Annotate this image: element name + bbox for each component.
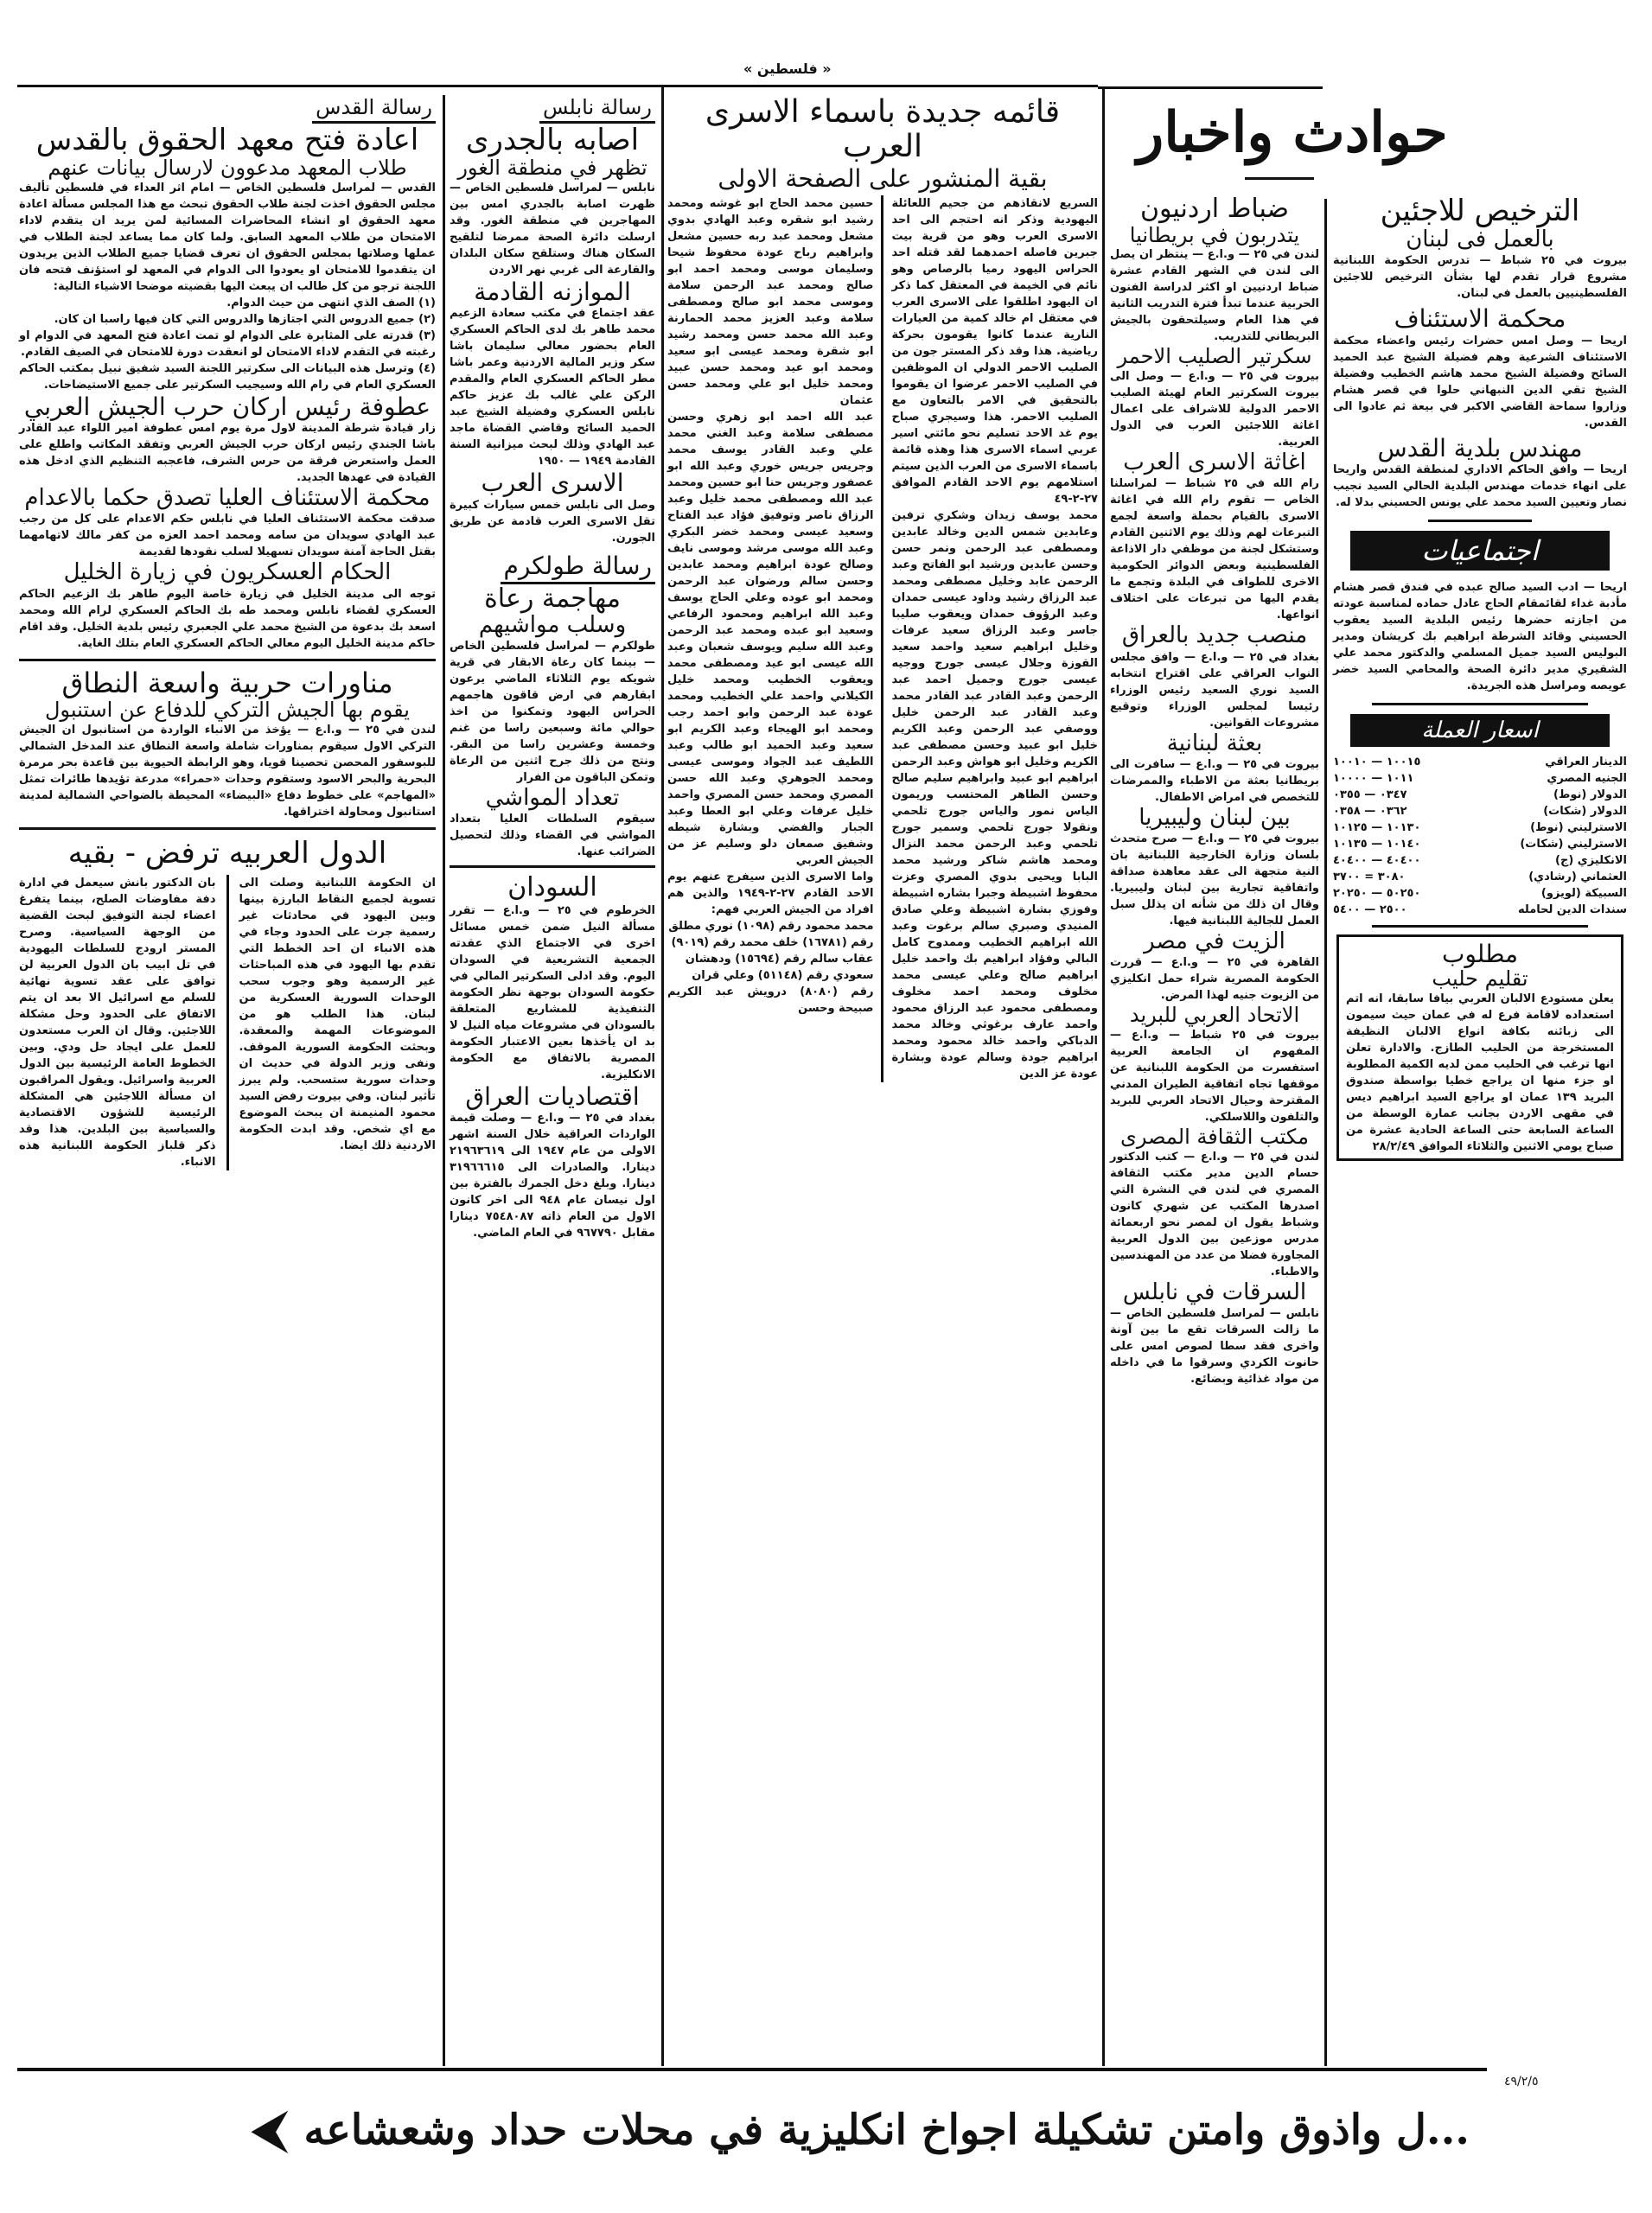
points-list xyxy=(19,295,436,393)
soldier-entry: محمد محمود رقم (١٠٩٨) نوري مطلق xyxy=(668,919,874,933)
divider xyxy=(1372,703,1588,705)
article-body: حسين محمد الحاج ابو غوشه ومحمد رشيد ابو شقره وعبد الهادي بدوي مشعل ومحمد عبد ربه حسين مشعل وابراهيم رباح عودة محفوظ شيحا وسليمان موسى ومحمد احمد ابو صالح ومحمد عبد الرحمن سلامة وموسى محمد ابو صالح ومصطفى سلامة وعبد العزيز محمد الحمارنة وعبد الله محمد حسن ومحمد رشيد ابو شقرة ومحمد عيسى ابو سعيد ومحمد ابو عيد ومحمد حسن عبيد ومحمد خليل ابو علي ومحمد حسن عثمان xyxy=(667,196,874,407)
masthead-tag: « فلسطين » xyxy=(743,61,832,77)
ad-text: ...ل واذوق وامتن تشكيلة اجواخ انكليزية في محلات حداد وشعشاعه xyxy=(303,2105,1470,2154)
exchange-rate-row xyxy=(1333,787,1627,803)
subhead: تقليم حليب xyxy=(1432,966,1528,992)
subhead: طلاب المعهد مدعوون لارسال بيانات عنهم xyxy=(48,156,407,181)
article-body: وصل الى نابلس خمس سيارات كبيرة تقل الاسرى العرب قادمة عن طريق الجورن. xyxy=(450,498,655,545)
article-iraq-post xyxy=(1110,623,1319,730)
headline: منصب جديد بالعراق xyxy=(1121,622,1308,649)
article-jerusalem-engineer xyxy=(1333,435,1627,511)
column-divider xyxy=(226,875,229,1170)
article-arab-states-refuse xyxy=(19,837,436,1170)
headline: محكمة الاستئناف xyxy=(1394,304,1566,334)
currency-label: الدولار (شكات) xyxy=(1543,804,1627,818)
article-body: الخرطوم في ٢٥ — و.ا.ع — تقرر مسألة النيل ضمن خمس مسائل اخرى في الاجتماع الذي عقدته الجمعية التشريعية في السودان اليوم. وقد ادلى السكرتير المالي في حكومة السودان بوجهة نظر الحكومة التنفيذية للمشاريع المتعلقة بالسودان في مشروعات مياه النيل لا بد ان يأخذها بعين الاعتبار الحكومة المصرية بالاتفاق مع الحكومة الانكليزية. xyxy=(450,904,655,1082)
currency-label: الدينار العراقي xyxy=(1545,755,1627,768)
currency-rate: ٤٠٤٠٠ — ٤٠٤٠٠ xyxy=(1333,853,1421,867)
article-body: يعلن مستودع الالبان العربي بيافا سابقا، انه اتم استعداده لاقامة فرع له في عمان حيث سيمون الى زبائنه بكافة انواع الالبان النظيفة المستخرجة من الحليب الطازج. والادارة تعلن انها ترغب في الحليب ممن لديه الكمية المطلوبة او جزء منها ان يراجع خطيا بواسطة صندوق البريد ١٣٩ عمان او يراجع السيد ابراهيم ديس في مقهى الاردن بجانب عمارة الوسطة من الساعة السابعة حتى الساعة الحادية عشرة من صباح يومي الاثنين والثلاثاء الموافق ٢٨/٢/٤٩ xyxy=(1346,992,1614,1154)
article-body: القدس — لمراسل فلسطين الخاص — امام اثر العداء في فلسطين تأليف مجلس الحقوق اخذت لجنة طلاب الحقوق تبحث مع هذا المجلس مسألة اعادة معهد الحقوق او انشاء المحاضرات المسائية لمن يريد ان يتقدم لاداء الامتحان من طلاب المعهد السابق. ولما كان مما يساعد لجنة الطلاب في عملها وصلاتها بمجلس الحقوق ان تعرف قضايا جميع الطلاب الذين يريدون ان يتقدموا للامتحان او يعودوا الى الدوام في المعهد لو استؤنف فتحه فان اللجنة ترجو من كل طالب ان يبعث اليها بقضيته موضحا الاشياء التالية: xyxy=(19,181,436,293)
article-nablus-thefts xyxy=(1110,1280,1319,1387)
subhead: بالعمل فى لبنان xyxy=(1406,226,1554,253)
headline: الاسرى العرب xyxy=(481,469,624,498)
headline: الدول العربيه ترفض - بقيه xyxy=(67,836,387,871)
point-item: (٣) قدرته على المثابرة على الدوام لو تمت اعادة فتح المعهد في الدوام او رغبته في التقدم لاداء الامتحان لو انعقدت دورة للامتحان في الصيف القادم. xyxy=(19,328,436,359)
exchange-rate-row xyxy=(1333,902,1627,918)
article-body: صدقت محكمة الاستئناف العليا في نابلس حكم الاعدام على كل من رجب عبد الهادي سويدان من سامه ومحمد احمد العزه من كفر مالك لاتهامهما بقتل الحاجة آمنة سويدان تسهيلا لسلب نقودها لقديمة xyxy=(19,513,436,559)
exchange-rates-section xyxy=(1333,714,1627,918)
article-body: توجه الى مدينة الخليل في زيارة خاصة اليوم طاهر بك الزعيم الحاكم العسكري لقضاء نابلس ومحمد طه بك الحاكم العسكري لرام الله ومحمد اسعد بك بدعوة من الشيخ محمد علي الجعبري رئيس بلدية الخليل. وقد اقام حاكم مدينة الخليل اليوم معالي الحاكم العسكري العام بتلك الغاية. xyxy=(19,587,436,650)
section-tag: رسالة القدس xyxy=(312,95,436,124)
currency-label: الاسترليني (نوط) xyxy=(1530,820,1627,834)
closing-intro: واما الاسرى الذين سيفرج عنهم يوم الاحد القادم ٢٧-٢-١٩٤٩ والذين هم افراد من الجيش العربي فهم: xyxy=(667,870,874,916)
article-body: اريحا — ادب السيد صالح عبده في فندق قصر هشام مأدبة غداء لقائمقام الحاج عادل حماده لمناسبة عودته من اجازته حضرها رئيس البلدية السيد يعقوب الحسيني وقائد الشرطة ابراهيم بك كريشان ومدير البوليس السيد جميل المسلمي والدكتور محمد علي الشقيري مدير دائرة الصحة والمحامي السيد خضر عويصه ومراسل هذه الجريدة. xyxy=(1333,580,1627,692)
article-jordanian-officers xyxy=(1110,195,1319,345)
headline: محكمة الاستئناف العليا تصدق حكما بالاعدام xyxy=(24,485,431,512)
currency-label: الاسترليني (شكات) xyxy=(1520,837,1627,851)
article-body: زار قيادة شرطة المدينة لاول مرة يوم امس عطوفة امير اللواء عبد القادر باشا الجندي رئيس اركان حرب الجيش العربي وتفقد المكاتب واطلع على العمل واستعرض فرقة من حرس الشرف، فاعجبه التنظيم الذي ادخل هذه القيادة في عهدها الجديد. xyxy=(19,422,436,485)
exchange-rate-row xyxy=(1333,885,1627,902)
article-body: لندن في ٢٥ — و.ا.ع — ينتظر ان يصل الى لندن في الشهر القادم عشرة ضباط اردنيين او اكثر لدراسة الفنون الحربية عندما تبدأ فترة التدريب الثانية في هذا العام وسيلتحقون بالجيش البريطاني للتدريب. xyxy=(1110,248,1319,344)
subhead: بقية المنشور على الصفحة الاولى xyxy=(718,163,1048,193)
currency-rate: ٠٣٤٧ — ٠٣٥٥ xyxy=(1333,788,1407,801)
column-prisoners xyxy=(667,92,1098,1082)
article-body: سيقوم السلطات العليا بتعداد المواشي في القضاء وذلك لتحصيل الضرائب عنها. xyxy=(450,813,655,859)
column-second xyxy=(1110,195,1319,1387)
article-red-cross xyxy=(1110,345,1319,450)
headline: اقتصاديات العراق xyxy=(465,1082,640,1112)
arrow-icon: ⮜ xyxy=(252,2101,287,2158)
currency-rate: ١٠١٤٠ — ١٠١٣٥ xyxy=(1333,837,1421,851)
article-body: نابلس — لمراسل فلسطين الخاص — ظهرت اصابة بالجدري امس بين المهاجرين في منطقة الغور. وقد ارسلت دائرة الصحة ممرضا لتلقيح السكان هناك وستلقح سكان البلدان والقارعة الى غربي نهر الاردن xyxy=(450,181,655,277)
headline: مهندس بلدية القدس xyxy=(1377,433,1583,462)
article-body: ان الحكومة اللبنانية وصلت الى تسوية لجميع النقاط البارزة بينها وبين اليهود في محادثات غير رسمية جرت على الحدود وجاء في هذه الانباء ان احد الخطط التي تقدم بها اليهود في هذه المباحثات غير الرسمية وهو وجوب سحب الوحدات السورية العسكرية من لبنان. هذا الطلب هو من الموضوعات المهمة والمعقدة. وبحثت الحكومة السورية الموقف. ونفى وزير الدولة في حديث ان وحدات سورية ستسحب. ولم يبرز تأثير لبنان. وفي بيروت رفض السيد محمود المنيمنة ان يبحث الموضوع مع اي شخص. وقد ابدت الحكومة الاردنية ذلك ايضا. xyxy=(239,877,436,1153)
article-body: اريحا — وصل امس حضرات رئيس واعضاء محكمة الاستئناف الشرعية وهم فضيلة الشيخ عبد الحميد السائح وفضيلة الشيخ محمد هاشم الخطيب وفضيلة الشيخ تقي الدين النبهاني حلوا في قصر هشام وزاروا سماحة القاضي الاكبر في بيعة ثم عادوا الى القدس. xyxy=(1333,334,1627,430)
headline: ضباط اردنيون xyxy=(1139,194,1290,224)
social-section xyxy=(1333,531,1627,694)
divider xyxy=(19,827,436,830)
column-divider xyxy=(443,95,445,2066)
headline: السرقات في نابلس xyxy=(1122,1279,1307,1305)
exchange-rate-row xyxy=(1333,836,1627,852)
currency-label: السبيكة (لويزو) xyxy=(1540,886,1627,900)
bottom-rule xyxy=(17,2068,1487,2071)
section-tag: رسالة نابلس xyxy=(539,95,655,124)
prisoners-right-column xyxy=(892,195,1099,1082)
headline: اغاثة الاسرى العرب xyxy=(1123,450,1306,476)
currency-label: سندات الدين لحامله xyxy=(1518,902,1627,916)
headline: بين لبنان وليبيريا xyxy=(1139,804,1291,831)
headline: الترخيص للاجئين xyxy=(1380,194,1580,228)
exchange-rate-row xyxy=(1333,869,1627,885)
currency-rate: ٢٥٠٠ — ٥٤٠٠ xyxy=(1333,902,1407,916)
currency-label: العثماني (رشادي) xyxy=(1528,870,1627,883)
soldier-entry: رقم (١٦٧٨١) خلف محمد رقم (٩٠١٩) xyxy=(671,935,874,949)
exchange-rate-row xyxy=(1333,754,1627,770)
exchange-rate-row xyxy=(1333,852,1627,869)
headline: الموازنه القادمة xyxy=(474,277,631,306)
headline: مناورات حربية واسعة النطاق xyxy=(61,666,393,699)
article-egyptian-culture xyxy=(1110,1126,1319,1280)
article-body: بيروت في ٢٥ — و.ا.ع — سافرت الى بريطانيا بعثة من الاطباء والممرضات للتخصص في امراض الاطفال. xyxy=(1110,757,1319,804)
article-lebanon-liberia xyxy=(1110,806,1319,929)
exchange-rate-row xyxy=(1333,820,1627,836)
article-body: بغداد في ٢٥ — و.ا.ع — وافق مجلس النواب العراقي على اقتراح انتخابه السيد نوري السعيد رئيس الوزراء رئيسا لمجلس الوزراء وتوقيع مشروعات القوانين. xyxy=(1110,650,1320,730)
prisoners-left-column xyxy=(667,195,883,1082)
column-divider xyxy=(1102,86,1105,2066)
headline: مطلوب xyxy=(1441,939,1519,968)
column-divider xyxy=(661,86,664,2066)
exchange-banner: اسعار العملة xyxy=(1350,714,1610,747)
section-title: حوادث واخبار xyxy=(1137,100,1448,165)
headline: اعادة فتح معهد الحقوق بالقدس xyxy=(35,123,419,157)
article-egypt-oil xyxy=(1110,929,1319,1004)
article-body: لندن في ٢٥ — و.ا.ع — يؤخذ من الانباء الواردة من استانبول ان الجيش التركي الاول سيقوم بمناورات شاملة واسعة النطاق عند المدخل الشمالي للبوسفور المحصن تحصينا قويا، وهو الرابطة الحيوية بين قاعدة بحر مرمرة البحرية والبحر الاسود وستقوم وحدات «حمراء» مدرعة تؤيدها طائرات تمثل «المهاجم» على خطوط دفاع «البيضاء» المحيطة بالضواحي الشمالية لمدينة استانبول ومحاولة اختراقها. xyxy=(19,724,436,820)
point-item: (١) الصف الذي انتهى من حيث الدوام. xyxy=(226,296,436,309)
point-item: (٢) جميع الدروس التي اجتازها والدروس التي كان فيها راسبا ان كان. xyxy=(54,312,436,326)
names-list: عبد الله احمد ابو زهري وحسن مصطفى سلامة وعبد الغني محمد علي وعبد القادر يوسف محمد وجريس جريس خوري وعبد الله ابو عصفور وجريس حنا ابو حسين ومحمد عبد الله ومصطفى محمد خليل وعبد الرزاق ناصر وتوفيق فؤاد عبد الفتاح وسعيد عيسى ومحمد خضر البكري وعبد الله موسى مرشد وموسى نايف وصالح عودة ابراهيم ومحمد عابدين وحسن سالم ورضوان عبد الرحمن ومحمد ابو عوده وعلي الحاج يوسف وعبد الله ابراهيم ومحمود الرفاعي وسعيد ابو عبده ومحمد عبد الرحمن وعبد الله سليم ويوسف شعبان وعبد الله عيسى ابو عيد ومصطفى محمد ويعقوب الخطيب ومحمد خليل الكيلاني واحمد علي الخطيب ومحمد عودة عبد الرحمن وابو احمد رجب ومحمد ابو الهيجاء وعبد الكريم ابو سعيد وعبد الحميد ابو طالب وعبد اللطيف عبد الجواد وموسى عيسى ومحمد الجوهري وعبد الله حسن المصري ومحمد حسن المصري واحمد خليل عرفات وعلي ابو العطا وعبد الجبار والفضي وبشارة شيطه وشفيق صمعان دلو وسليم عز من الجيش العربي xyxy=(667,410,874,867)
currency-label: الانكليزي (ج) xyxy=(1555,853,1627,867)
top-rule-right xyxy=(1098,86,1323,89)
article-arab-postal-union xyxy=(1110,1004,1319,1126)
soldier-entry: عقاب سالم رقم (١٥٦٩٤) ودهشان xyxy=(685,952,874,966)
headline: مكتب الثقافة المصرى xyxy=(1120,1124,1309,1149)
top-rule xyxy=(17,85,1098,87)
wanted-ad xyxy=(1336,934,1623,1161)
headline: الزيت في مصر xyxy=(1144,928,1285,954)
point-item: (٤) وترسل هذه البيانات الى سكرتير اللجنة السيد شفيق نبيل بمكتب الحاكم العسكري العام في رام الله وسيجيب السكرتير على جميع الاستيضاحات. xyxy=(19,361,436,392)
subhead: يقوم بها الجيش التركي للدفاع عن استنبول xyxy=(44,698,410,723)
article-body: السريع لانقاذهم من جحيم اللعائلة اليهودية وذكر انه احتجم الى احد الاسرى العرب وهو من قرية بيت جبرين فاصله احمدهما لقد قتله احد الحراس اليهود رميا بالرصاص وهو نائم في الخيمة في المعتقل كما ذكر ان اليهود اطلقوا على الاسرى العرب في معتقل ام خالد كمية من العيارات النارية عندما كانوا يقومون بحركة رياضية. هذا وقد ذكر المستر جون من الصليب الاحمر الدولي ان الموظفين في الصليب الاحمر عرضوا ان يقوموا بالتحقيق في الامر بالتعاون مع الصليب الاحمر. هذا وسيجري صباح يوم غد الاحد تسليم نحو مائتي اسير عربي اسماء الاسرى هذا وهذه قائمة باسماء الاسرى من العرب الذين سيتم استلامهم يوم الاحد القادم الموافق ٢٧-٢-٤٩ xyxy=(891,196,1098,506)
currency-rate: ١٠٠١٥ — ١٠٠١٠ xyxy=(1333,755,1421,768)
divider xyxy=(450,865,655,868)
title-underline xyxy=(1245,177,1314,180)
headline: الحكام العسكريون في زيارة الخليل xyxy=(63,559,392,586)
article-body: بيروت في ٢٥ — و.ا.ع — صرح متحدث بلسان وزارة الخارجية اللبنانية بان النية متجهة الى عقد معاهدة صداقة واتفاقية تجارية بين لبنان وليبيريا. وقال ان ذلك من شأنه ان يذلل سبل العمل للجالية اللبنانية فيها. xyxy=(1110,832,1319,928)
article-body: بغداد في ٢٥ — و.ا.ع — وصلت قيمة الواردات العراقية خلال السنة اشهر الاولى من عام ١٩٤٧ الى ٢١٩٦٣٦١٩ دينارا. والصادرات الى ٣١٩٦٦٦١٥ دينارا. وبلغ دخل الجمرك بالفترة بين اول نيسان عام ٩٤٨ الى اخر كانون الاول من العام ذاته ٧٥٤٨٠٨٧ دينارا مقابل ٩٦٧٧٩٠ في العام الماضي. xyxy=(450,1112,655,1240)
article-body: اريحا — وافق الحاكم الاداري لمنطقة القدس واريحا على انهاء خدمات مهندس البلدية الحالي السيد نجيب نصار وتعيين السيد محمد علي يونس الحسيني بدلا له. xyxy=(1333,462,1627,509)
article-prisoner-relief xyxy=(1110,450,1319,623)
social-banner: اجتماعيات xyxy=(1350,531,1610,571)
exchange-rate-row xyxy=(1333,803,1627,820)
divider xyxy=(1428,520,1532,522)
article-body: القاهرة في ٢٥ — و.ا.ع — قررت الحكومة المصرية شراء حمل انكليزي من الزيوت جنيه لهذا المرض. xyxy=(1110,955,1319,1002)
soldiers-list xyxy=(667,918,874,1017)
exchange-rates-table xyxy=(1333,754,1627,918)
currency-rate: ٣٠٨٠ = ٣٧٠٠ xyxy=(1333,870,1406,883)
subhead: وسلب مواشيهم xyxy=(478,612,627,639)
currency-rate: ٥٠٢٥٠ — ٢٠٢٥٠ xyxy=(1333,886,1421,900)
headline: بعثة لبنانية xyxy=(1166,730,1263,756)
footer-fragment: ٤٩/٢/٥ xyxy=(1504,2075,1539,2089)
currency-label: الدولار (نوط) xyxy=(1553,788,1627,801)
section-tag: رسالة طولكرم xyxy=(501,552,656,584)
headline: عطوفة رئيس اركان حرب الجيش العربي xyxy=(23,392,431,421)
advertisement-banner xyxy=(17,2101,1470,2159)
article-lebanese-mission xyxy=(1110,731,1319,806)
article-body: نابلس — لمراسل فلسطين الخاص — ما زالت السرقات تقع ما بين آونة واخرى فقد سطا لصوص امس على حانوت الكردي وسرقوا ما في داخله من مواد غذائية وبضائع. xyxy=(1110,1306,1319,1386)
headline: سكرتير الصليب الاحمر xyxy=(1117,344,1312,369)
currency-label: الجنيه المصري xyxy=(1547,771,1627,785)
article-body: لندن في ٢٥ — و.ا.ع — كتب الدكتور حسام الدين مدير مكتب الثقافة المصري في لندن في النشرة التي اصدرها المكتب عن شهري كانون وشباط يقول ان لمصر نحو اربعمائة مدرس موزعين بين الدول العربية المجاورة فضلا من عدد من المهندسين والاطباء. xyxy=(1110,1150,1319,1279)
article-body: بان الدكتور بانش سيعمل في ادارة دفة مفاوضات الصلح، بينما يتفرغ اعضاء لجنة التوفيق لبحث القضية من الوجهة السياسية. وصرح المستر ارودج للسلطات اليهودية في تل ابيب بان الدول العربية لن توافق على عقد تسوية نهائية للسلم مع اسرائيل الا بعد ان يتم الاتفاق على الحدود وحل مشكلة اللاجئين. وقال ان العرب مستعدون للعمل على ايجاد حل ودي. وبين الخطوط العامة الرئيسية بين الدول العربية واسرائيل. ويقول المراقبون ان مسألة اللاجئين هي المشكلة الرئيسية للشؤون الاقتصادية والسياسية بين البلدين. هذا وقد ذكر قلباز الحكومة اللبنانية هذه الانباء. xyxy=(19,877,216,1170)
article-body: بيروت في ٢٥ — و.ا.ع — وصل الى بيروت السكرتير العام لهيئة الصليب الاحمر الدولية للاشراف على اعمال اغاثة اللاجئين العرب في الدول العربية. xyxy=(1110,370,1319,450)
currency-rate: ١٠١١ — ١٠٠٠٠ xyxy=(1333,771,1414,785)
headline: تعداد المواشي xyxy=(485,785,620,812)
headline: مهاجمة رعاة xyxy=(484,583,621,614)
column-far-right xyxy=(1333,195,1627,1161)
divider xyxy=(1372,925,1588,928)
headline: اصابه بالجدرى xyxy=(465,123,640,157)
article-body: طولكرم — لمراسل فلسطين الخاص — بينما كان رعاة الابقار في قرية شويكه يوم الثلاثاء الماضي يرعون ابقارهم في ارض قاقون هاجمهم الحراس اليهود وتمكنوا من اخذ حوالي مائة وسبعين راسا من غنم وخمسة وعشرين راسا من البقر. ونتج من ذلك جرح اثنين من الرعاة وتمكن الباقون من الفرار xyxy=(450,640,655,785)
column-nablus xyxy=(450,95,655,1241)
article-body: بيروت في ٢٥ شباط — تدرس الحكومة اللبنانية مشروع قرار تقدم لها بشأن الترخيص للاجئين الفلسطينيين بالعمل في لبنان. xyxy=(1333,254,1627,301)
currency-rate: ١٠١٣٠ — ١٠١٢٥ xyxy=(1333,820,1421,834)
article-body: رام الله في ٢٥ شباط — لمراسلنا الخاص — تقوم رام الله في اغاثة الاسرى بالقيام بحملة واسعة لجمع التبرعات لهم وذلك يوم الاثنين القادم وستشكل لجنة من موظفي دار الاذاعة الفلسطينية وبعض الدوائر الحكومية الاخرى للطواف في البلدة وتجمع ما يقدم اليها من تبرعات على اختلاف انواعها. xyxy=(1110,477,1319,622)
headline: الاتحاد العربي للبريد xyxy=(1129,1002,1300,1027)
names-list: محمد يوسف زيدان وشكري ترفين وعابدين شمس الدين وخالد عابدين ومصطفى عبد الرحمن ونمر حسن وحسن عابدين ورشيد ابو الفاتح وعبد الرحمن عابد وخليل مصطفى ومحمد عبد الرزاق رشيد وداود عيسى حمدان وعبد الرؤوف حمدان ويعقوب صليبا جاسر وعبد الرزاق سعيد عرفات وخليل ابراهيم سعيد واحمد سعيد القوزة وجلال عيسى جورج ووجيه عيسى جورج وجميل احمد عبد الرحمن وعبد القادر عبد القادر محمد وعبد القادر عبد الرحمن خليل ووصفي عبد الرحمن وعبد الكريم خليل ابو عبيد وحسن مصطفى عبد الكريم وخليل ابو هواش وعبد الرحمن ابراهيم ابو عبيد وابراهيم سليم صالح وحسن الطاهر المحتسب وريمون الياس نمور والياس جورج تلحمي ونقولا جورج تلحمي وسمير جورج تلحمي وعبد الرحمن محمد النزال ومحمد هاشم شاكر ورشيد محمد البابا ويحيى بدوي المصري وعزت محفوظ اشبيطة وجبرا بشاره اشبيطة وفوزي بشارة اشبيطة وعلي صادق المنيدي وصبري سالم برغوت وعبد الله ابراهيم الخطيب وممدوح كامل البالي وفؤاد ابراهيم بك واحمد خليل ابراهيم صالح وعلي عيسى محمد مخلوف ومحمد احمد مخلوف ومصطفى محمود عبد الرزاق محمود واحمد عارف برغوثي وخالد محمد الدباكي واحمد خالد محمود ومحمد ابراهيم جودة وسالم عودة وبشارة عودة عز الدين xyxy=(891,508,1098,1081)
article-body: عقد اجتماع في مكتب سعادة الزعيم محمد طاهر بك لدى الحاكم العسكري العام بحضور معالي سليمان باشا سكر وزير المالية الاردنية وعمر باشا مطر الحاكم العسكري العام والمقدم الركن علي غالب بك عزيز حاكم نابلس العسكري وفضيلة الشيخ عبد الحميد السائح وقاضي القضاة ماجد عبد الهادي وذلك لبحث ميزانية السنة القادمة ١٩٤٩ — ١٩٥٠ xyxy=(450,307,655,469)
exchange-rate-row xyxy=(1333,770,1627,787)
soldier-entry: رقم (٨٠٨٠) درويش عبد الكريم صبيحة وحسن xyxy=(667,985,874,1015)
divider xyxy=(19,659,436,661)
article-turkish-maneuvers xyxy=(19,668,436,821)
article-appeal-court xyxy=(1333,305,1627,430)
subhead: يتدربون في بريطانيا xyxy=(1129,222,1300,247)
article-body: بيروت في ٢٥ شباط — و.ا.ع — المفهوم ان الجامعة العربية استفسرت من الحكومة اللبنانية عن موقفها تجاه اتفاقية الطيران المدني المقترحة وحيال الاتحاد العربي للبريد والتلفون واللاسلكي. xyxy=(1110,1028,1319,1124)
column-divider xyxy=(1324,199,1327,2066)
soldier-entry: سعودي رقم (٥١١٤٨) وعلي قران xyxy=(692,968,874,982)
currency-rate: ٠٣٦٢ — ٠٣٥٨ xyxy=(1333,804,1407,818)
headline: قائمه جديدة باسماء الاسرى العرب xyxy=(705,94,1061,165)
headline: السودان xyxy=(507,872,597,903)
subhead: تظهر في منطقة الغور xyxy=(457,156,647,181)
article-refugee-work xyxy=(1333,195,1627,302)
column-jerusalem xyxy=(19,95,436,1170)
